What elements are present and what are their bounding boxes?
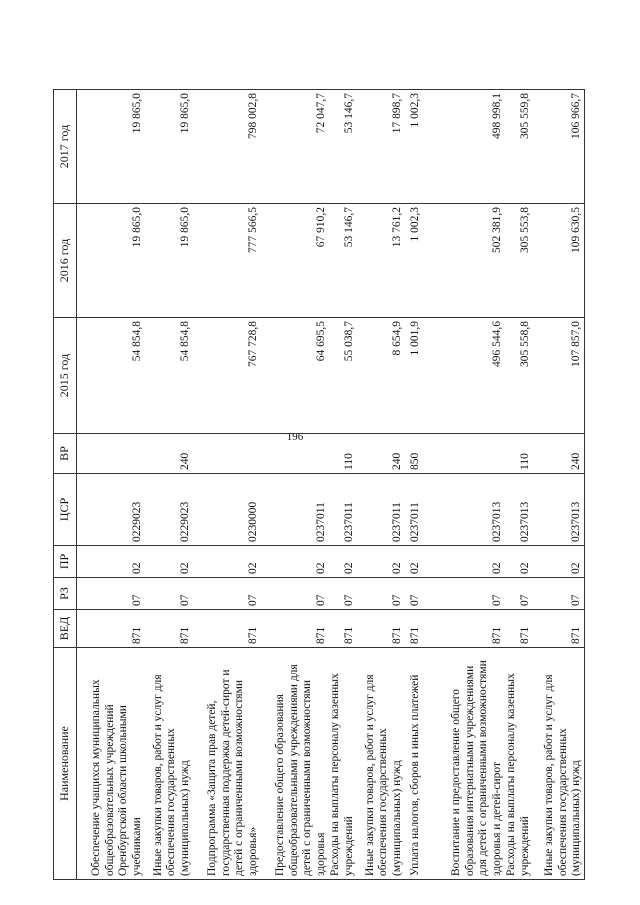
cell-pr: 02: [357, 546, 405, 578]
table-row: [77, 90, 145, 880]
header-vr: ВР: [54, 434, 77, 474]
cell-y2017: 72 047,7: [261, 90, 329, 204]
cell-y2015: 54 854,8: [145, 318, 193, 434]
cell-name: Иные закупки товаров, работ и услуг для обеспечения государственных (муниципальных) нужд: [533, 648, 585, 880]
cell-vr: 110: [505, 434, 533, 474]
cell-rz: 07: [405, 578, 423, 610]
cell-ved: 871: [145, 610, 193, 648]
cell-rz: 07: [145, 578, 193, 610]
table-row: [533, 90, 585, 880]
header-rz: РЗ: [54, 578, 77, 610]
cell-y2015: 1 001,9: [405, 318, 423, 434]
cell-y2015: 54 854,8: [77, 318, 145, 434]
cell-csr: 0237011: [357, 474, 405, 546]
header-csr: ЦСР: [54, 474, 77, 546]
cell-y2016: 1 002,3: [405, 204, 423, 318]
cell-vr: 240: [533, 434, 585, 474]
cell-rz: 07: [423, 578, 505, 610]
cell-y2015: 55 038,7: [329, 318, 357, 434]
cell-pr: 02: [505, 546, 533, 578]
cell-name: Обеспечение учащихся муниципальных общеобразовательных учреждений Оренбургской области школьными учебниками: [77, 648, 145, 880]
cell-vr: [77, 434, 145, 474]
cell-y2017: 53 146,7: [329, 90, 357, 204]
header-name: Наименование: [54, 648, 77, 880]
cell-y2017: 305 559,8: [505, 90, 533, 204]
cell-csr: 0229023: [145, 474, 193, 546]
cell-y2016: 13 761,2: [357, 204, 405, 318]
header-2016: 2016 год: [54, 204, 77, 318]
table-header-row: [54, 90, 77, 880]
cell-ved: 871: [261, 610, 329, 648]
cell-ved: 871: [329, 610, 357, 648]
table-row: [423, 90, 505, 880]
cell-csr: 0237011: [329, 474, 357, 546]
cell-ved: 871: [505, 610, 533, 648]
cell-pr: 02: [329, 546, 357, 578]
cell-y2017: 1 002,3: [405, 90, 423, 204]
cell-ved: 871: [405, 610, 423, 648]
cell-rz: 07: [77, 578, 145, 610]
cell-name: Расходы на выплаты персоналу казенных учреждений: [329, 648, 357, 880]
page-number: 196: [286, 431, 304, 443]
cell-pr: 02: [77, 546, 145, 578]
cell-csr: 0229023: [77, 474, 145, 546]
cell-ved: 871: [533, 610, 585, 648]
cell-csr: 0237011: [261, 474, 329, 546]
cell-csr: 0237013: [505, 474, 533, 546]
cell-y2016: 67 910,2: [261, 204, 329, 318]
header-ved: ВЕД: [54, 610, 77, 648]
header-pr: ПР: [54, 546, 77, 578]
cell-y2017: 798 002,8: [193, 90, 261, 204]
table-row: [193, 90, 261, 880]
cell-ved: 871: [193, 610, 261, 648]
cell-ved: 871: [423, 610, 505, 648]
cell-y2017: 498 998,1: [423, 90, 505, 204]
cell-pr: 02: [423, 546, 505, 578]
budget-table-rotated: [53, 90, 583, 880]
cell-y2016: 19 865,0: [145, 204, 193, 318]
cell-y2017: 19 865,0: [77, 90, 145, 204]
cell-y2016: 305 553,8: [505, 204, 533, 318]
table-row: [261, 90, 329, 880]
header-2017: 2017 год: [54, 90, 77, 204]
cell-ved: 871: [357, 610, 405, 648]
cell-rz: 07: [505, 578, 533, 610]
cell-y2015: 496 544,6: [423, 318, 505, 434]
cell-y2015: 767 728,8: [193, 318, 261, 434]
budget-table: [53, 89, 585, 880]
cell-rz: 07: [357, 578, 405, 610]
cell-y2016: 109 630,5: [533, 204, 585, 318]
cell-vr: 110: [329, 434, 357, 474]
cell-y2015: 64 695,5: [261, 318, 329, 434]
cell-y2016: 777 566,5: [193, 204, 261, 318]
cell-y2015: 8 654,9: [357, 318, 405, 434]
cell-vr: [261, 434, 329, 474]
cell-rz: 07: [533, 578, 585, 610]
cell-vr: [193, 434, 261, 474]
cell-y2016: 502 381,9: [423, 204, 505, 318]
table-row: [329, 90, 357, 880]
cell-name: Подпрограмма «Защита прав детей, государственная поддержка детей-сирот и детей с ограниченными возможностями здоровья»: [193, 648, 261, 880]
cell-pr: 02: [533, 546, 585, 578]
cell-y2015: 107 857,0: [533, 318, 585, 434]
cell-rz: 07: [329, 578, 357, 610]
cell-y2017: 17 898,7: [357, 90, 405, 204]
header-2015: 2015 год: [54, 318, 77, 434]
cell-y2016: 19 865,0: [77, 204, 145, 318]
table-row: [405, 90, 423, 880]
cell-csr: 0230000: [193, 474, 261, 546]
cell-y2015: 305 558,8: [505, 318, 533, 434]
cell-vr: [423, 434, 505, 474]
cell-vr: 240: [357, 434, 405, 474]
cell-rz: 07: [193, 578, 261, 610]
cell-pr: 02: [193, 546, 261, 578]
cell-rz: 07: [261, 578, 329, 610]
cell-y2017: 106 966,7: [533, 90, 585, 204]
cell-vr: 850: [405, 434, 423, 474]
table-row: [145, 90, 193, 880]
cell-name: Предоставление общего образования общеобразовательными учреждениями для детей с ограниченными возможностями здоровья: [261, 648, 329, 880]
cell-name: Иные закупки товаров, работ и услуг для обеспечения государственных (муниципальных) нужд: [145, 648, 193, 880]
cell-name: Расходы на выплаты персоналу казенных учреждений: [505, 648, 533, 880]
cell-pr: 02: [405, 546, 423, 578]
table-row: [357, 90, 405, 880]
cell-pr: 02: [145, 546, 193, 578]
cell-csr: 0237013: [533, 474, 585, 546]
cell-csr: 0237013: [423, 474, 505, 546]
cell-csr: 0237011: [405, 474, 423, 546]
table-row: [505, 90, 533, 880]
cell-name: Воспитание и предоставление общего образования интернатными учреждениями для детей с ограниченными возможностями здоровья и детей-сирот: [423, 648, 505, 880]
cell-ved: 871: [77, 610, 145, 648]
cell-vr: 240: [145, 434, 193, 474]
cell-pr: 02: [261, 546, 329, 578]
cell-name: Иные закупки товаров, работ и услуг для обеспечения государственных (муниципальных) нужд: [357, 648, 405, 880]
cell-name: Уплата налогов, сборов и иных платежей: [405, 648, 423, 880]
cell-y2017: 19 865,0: [145, 90, 193, 204]
cell-y2016: 53 146,7: [329, 204, 357, 318]
